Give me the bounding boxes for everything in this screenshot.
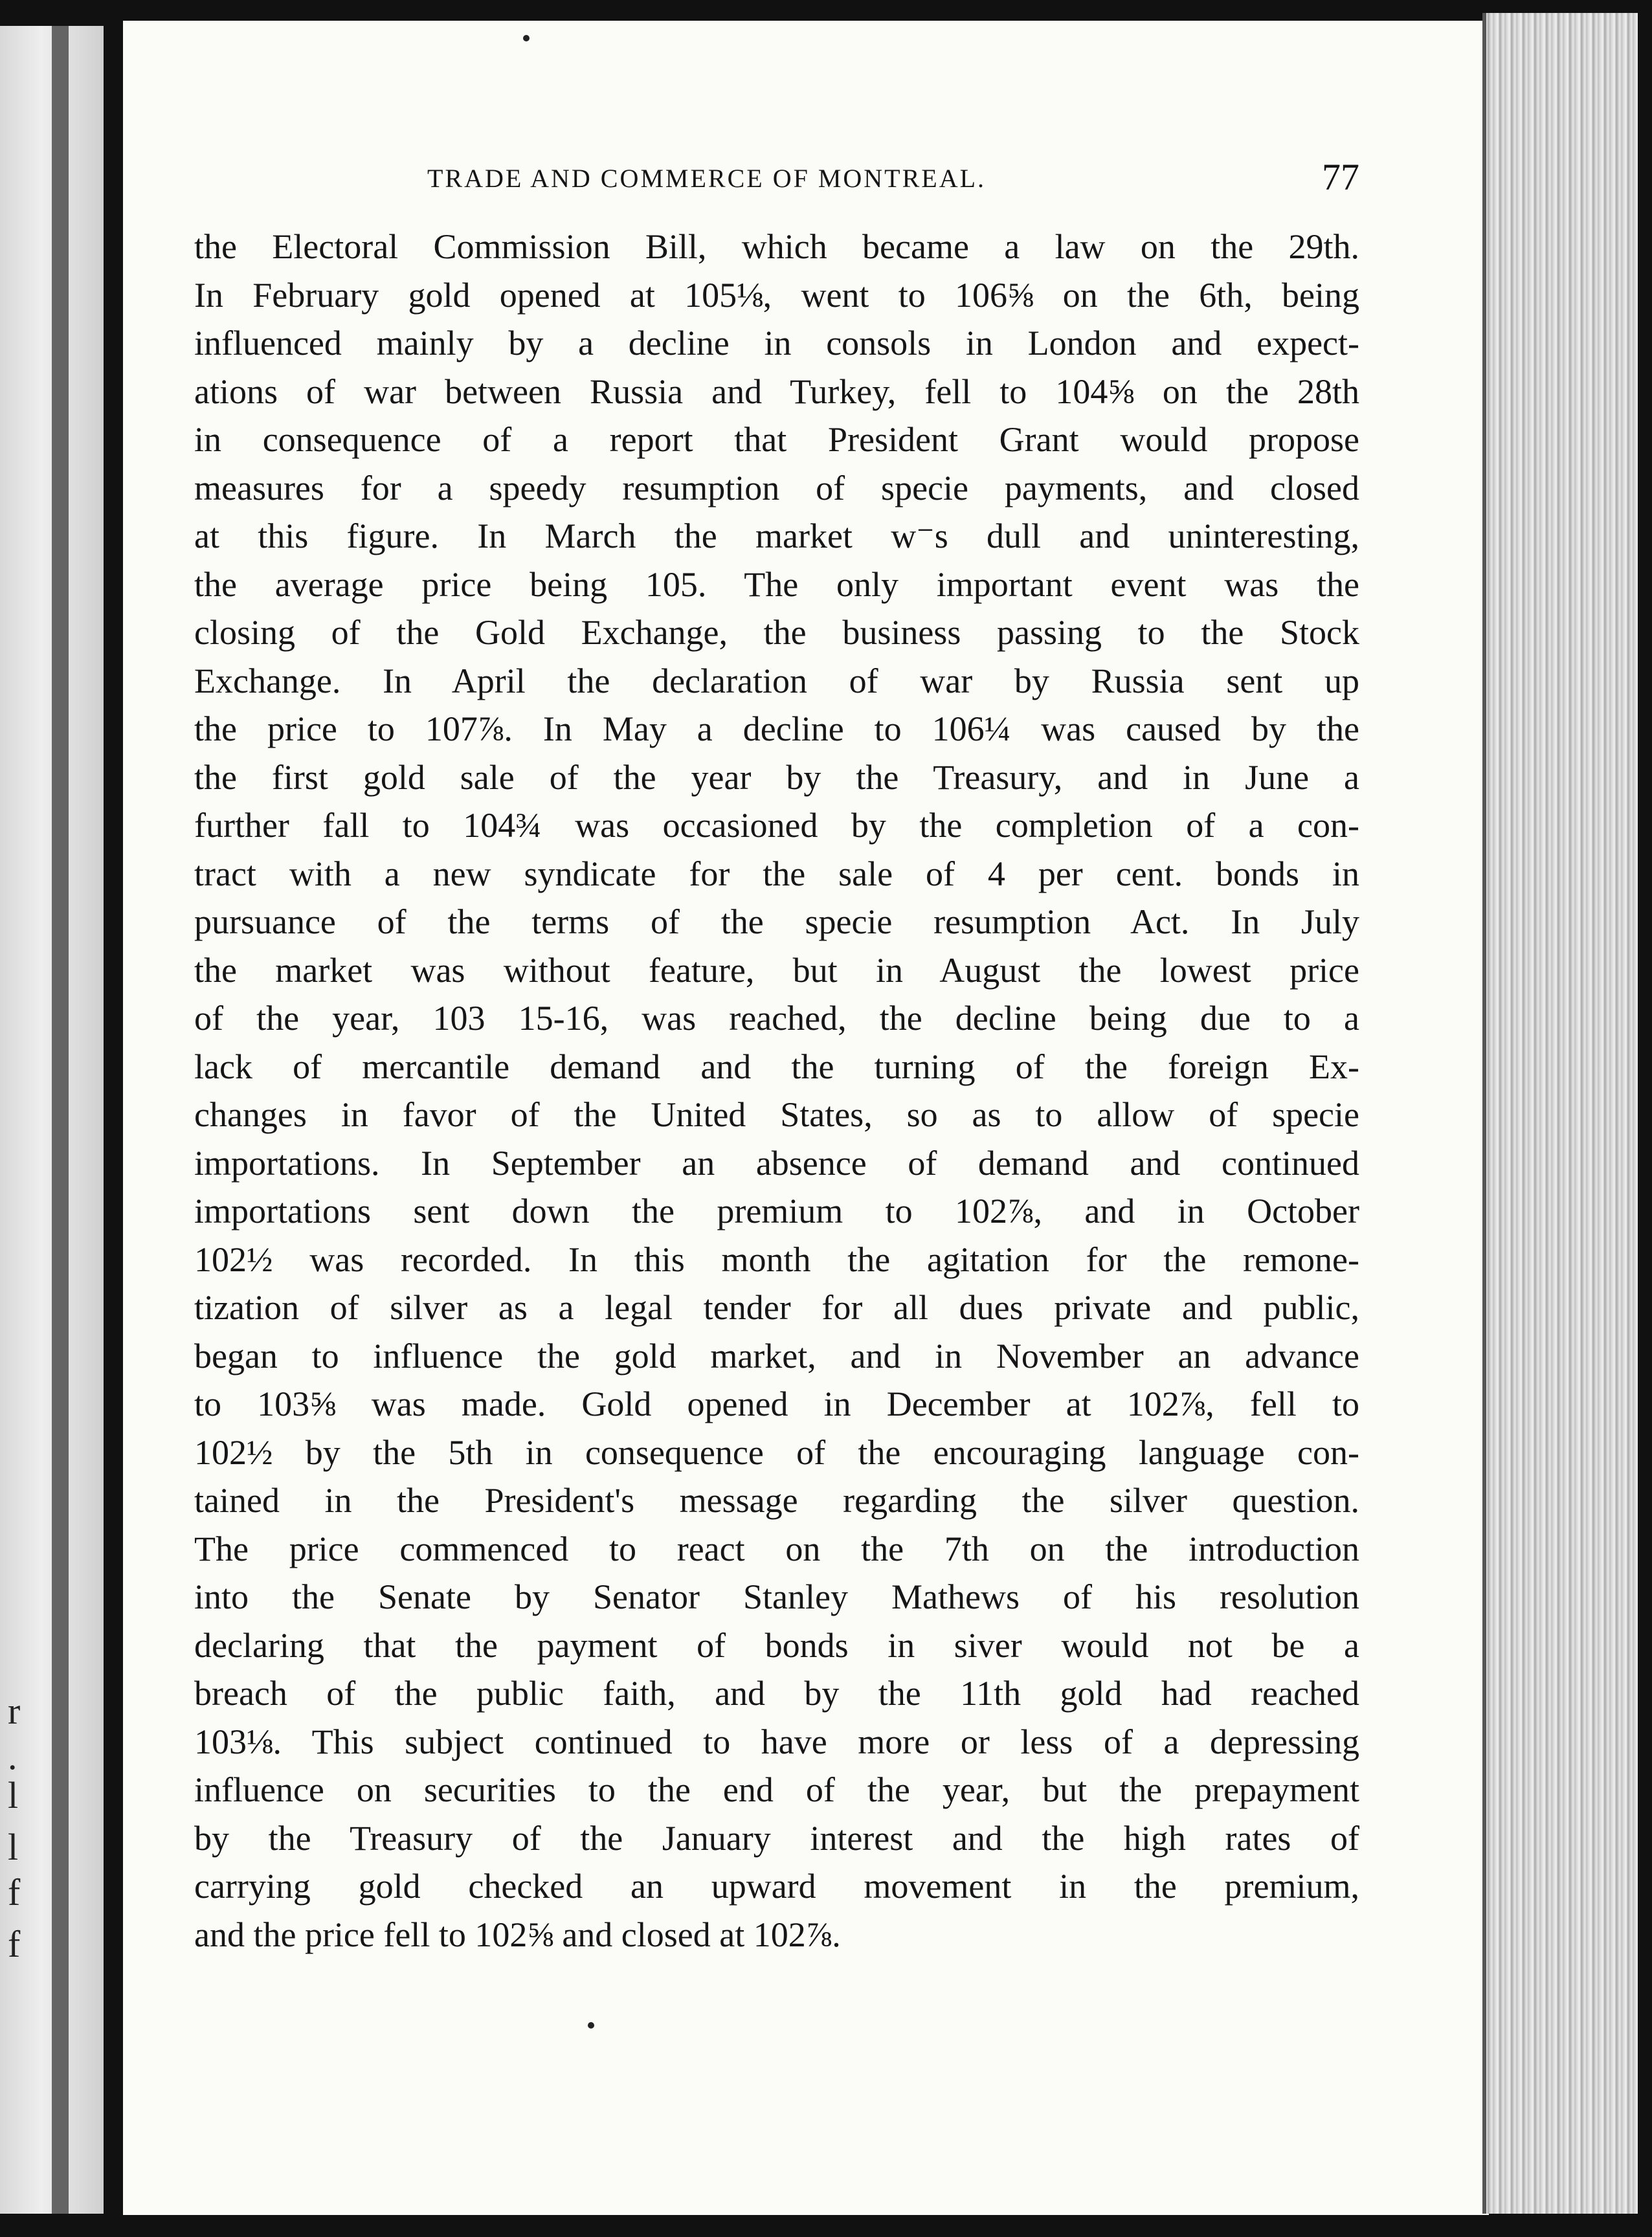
text-line: influenced mainly by a decline in consols in London and expect-: [194, 324, 1359, 362]
text-line: 103⅛. This subject continued to have more or less of a depressing: [194, 1722, 1359, 1761]
text-line: in consequence of a report that President Grant would propose: [194, 420, 1359, 459]
running-head: TRADE AND COMMERCE OF MONTREAL.: [427, 164, 987, 193]
text-line: the market was without feature, but in August the lowest price: [194, 950, 1359, 990]
text-line: breach of the public faith, and by the 11th gold had reached: [194, 1674, 1359, 1713]
speck: [523, 35, 530, 41]
speck: [588, 2022, 594, 2029]
gutter-shadow: [52, 26, 69, 2214]
text-line: closing of the Gold Exchange, the business passing to the Stock: [194, 613, 1359, 652]
facing-page-edge: [0, 26, 104, 2214]
text-line: lack of mercantile demand and the turning of the foreign Ex-: [194, 1047, 1359, 1086]
text-line: at this figure. In March the market w⁻s dull and uninteresting,: [194, 517, 1359, 555]
text-line: influence on securities to the end of the year, but the prepayment: [194, 1770, 1359, 1809]
text-line: further fall to 104¾ was occasioned by the completion of a con-: [194, 806, 1359, 845]
facing-page-fragment: f: [8, 1871, 21, 1913]
text-line: declaring that the payment of bonds in siver would not be a: [194, 1625, 1359, 1665]
page-edge-line: [1482, 13, 1486, 2214]
text-line: tization of silver as a legal tender for all dues private and public,: [194, 1288, 1359, 1327]
text-line: by the Treasury of the January interest and the high rates of: [194, 1818, 1359, 1858]
facing-page-fragment: l: [8, 1826, 19, 1868]
text-line: into the Senate by Senator Stanley Mathews of his resolution: [194, 1577, 1359, 1616]
text-line: importations. In September an absence of demand and continued: [194, 1143, 1359, 1183]
facing-page-fragment: f: [8, 1923, 21, 1965]
text-line: carrying gold checked an upward movement in the premium,: [194, 1867, 1359, 1906]
page-stack-edge: [1482, 13, 1638, 2214]
page-number: 77: [1322, 156, 1359, 198]
text-line: 102½ by the 5th in consequence of the encouraging language con-: [194, 1432, 1359, 1472]
text-line: of the year, 103 15-16, was reached, the decline being due to a: [194, 999, 1359, 1038]
text-line: the price to 107⅞. In May a decline to 106¼ was caused by the: [194, 709, 1359, 748]
facing-page-fragment: r: [8, 1690, 21, 1732]
text-line: Exchange. In April the declaration of war by Russia sent up: [194, 661, 1359, 700]
text-line: The price commenced to react on the 7th on the introduction: [194, 1529, 1359, 1568]
text-line: 102½ was recorded. In this month the agitation for the remone-: [194, 1240, 1359, 1279]
text-line: measures for a speedy resumption of specie payments, and closed: [194, 468, 1359, 507]
text-line: and the price fell to 102⅝ and closed at 102⅞.: [194, 1915, 841, 1954]
facing-page-fragment: .: [8, 1735, 17, 1777]
text-line: changes in favor of the United States, so as to allow of specie: [194, 1095, 1359, 1134]
text-line: In February gold opened at 105⅛, went to 106⅝ on the 6th, being: [194, 275, 1359, 315]
text-line: pursuance of the terms of the specie resumption Act. In July: [194, 902, 1359, 941]
text-line: importations sent down the premium to 102⅞, and in October: [194, 1192, 1359, 1230]
text-line: the average price being 105. The only important event was the: [194, 564, 1359, 604]
text-line: began to influence the gold market, and in November an advance: [194, 1336, 1359, 1375]
text-line: ations of war between Russia and Turkey, fell to 104⅝ on the 28th: [194, 372, 1359, 411]
text-line: the Electoral Commission Bill, which became a law on the 29th.: [194, 227, 1359, 266]
facing-page-fragment: l: [8, 1774, 19, 1816]
page-header: [291, 155, 1359, 214]
body-paragraph: [194, 223, 1359, 1959]
text-line: to 103⅝ was made. Gold opened in December at 102⅞, fell to: [194, 1385, 1359, 1423]
text-line: tract with a new syndicate for the sale of 4 per cent. bonds in: [194, 854, 1359, 893]
text-line: tained in the President's message regarding the silver question.: [194, 1481, 1359, 1520]
text-line: the first gold sale of the year by the Treasury, and in June a: [194, 757, 1359, 797]
